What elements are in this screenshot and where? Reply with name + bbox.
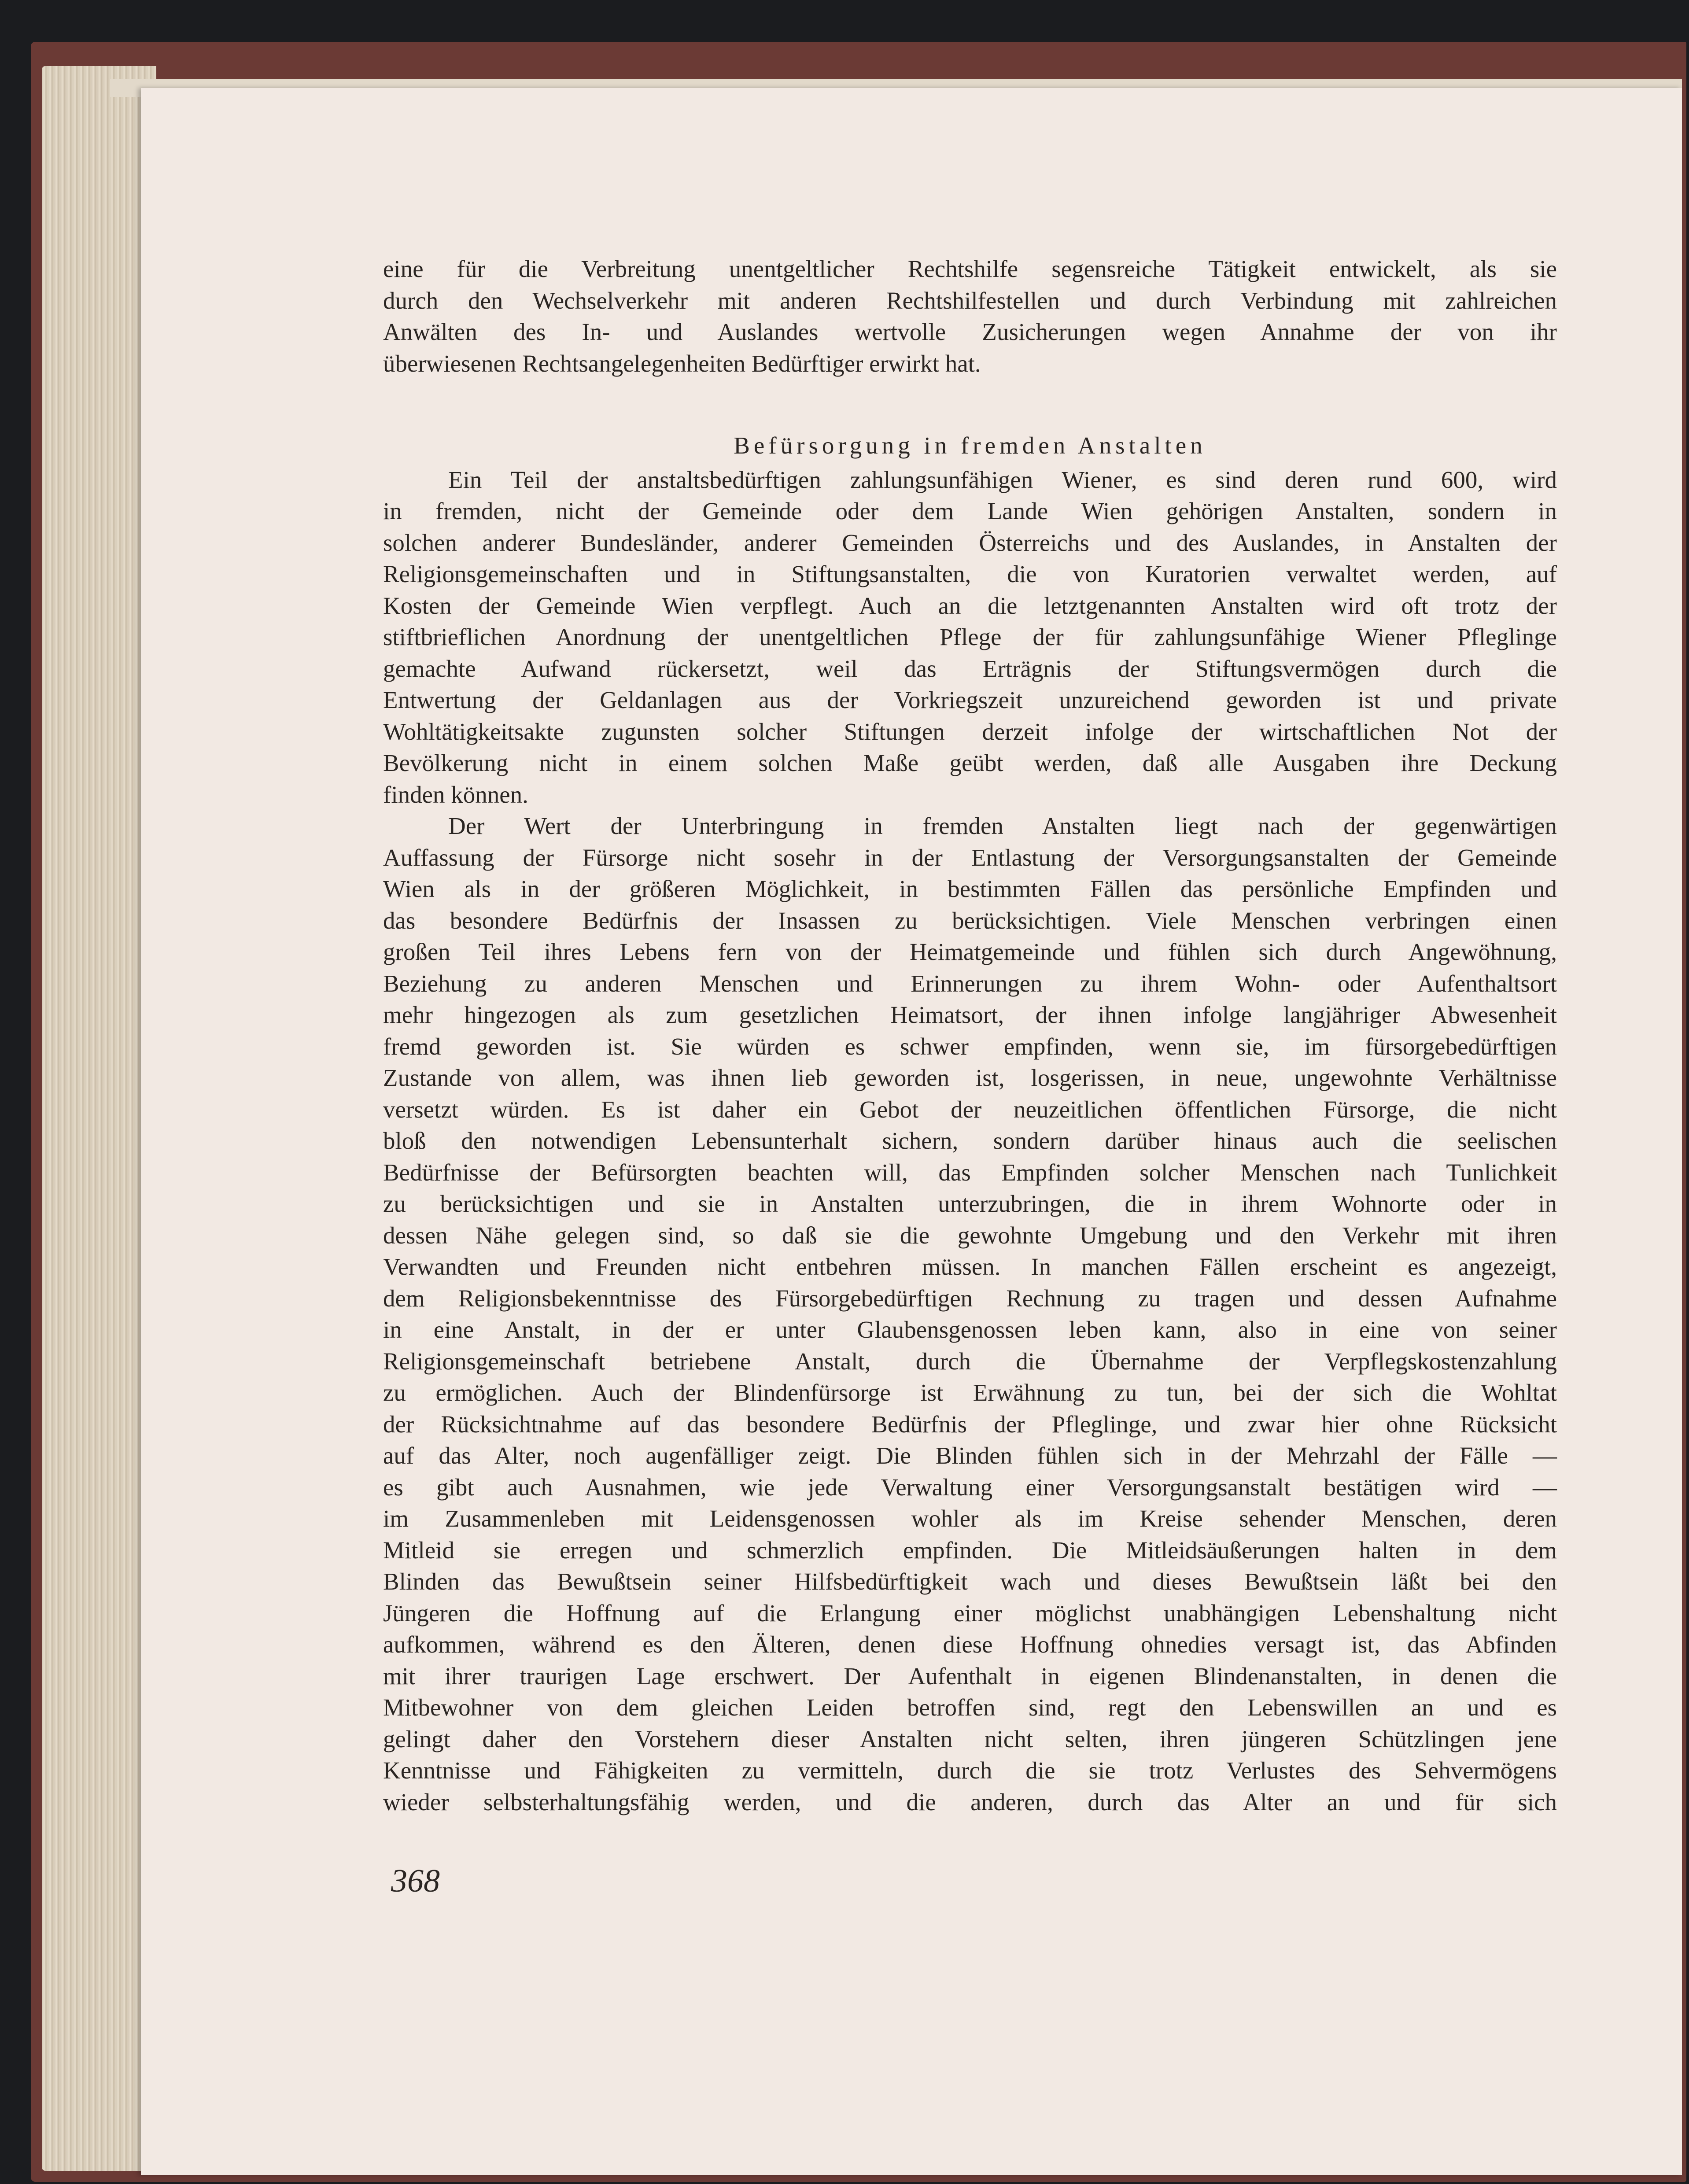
text-line: mehr hingezogen als zum gesetzlichen Heimatsort, der ihnen infolge langjähriger Abwesenheit <box>383 1001 1557 1028</box>
text-line: Mitbewohner von dem gleichen Leiden betroffen sind, regt den Lebenswillen an und es <box>383 1694 1557 1721</box>
text-line: Bevölkerung nicht in einem solchen Maße geübt werden, daß alle Ausgaben ihre Deckung <box>383 749 1557 776</box>
text-line: gelingt daher den Vorstehern dieser Anstalten nicht selten, ihren jüngeren Schützlingen jene <box>383 1725 1557 1752</box>
text-line: wieder selbsterhaltungsfähig werden, und die anderen, durch das Alter an und für sich <box>383 1788 1557 1815</box>
text-line: Beziehung zu anderen Menschen und Erinnerungen zu ihrem Wohn- oder Aufenthaltsort <box>383 970 1557 997</box>
text-line: versetzt würden. Es ist daher ein Gebot der neuzeitlichen öffentlichen Fürsorge, die nicht <box>383 1096 1557 1123</box>
page-number: 368 <box>391 1863 440 1899</box>
text-line: Kenntnisse und Fähigkeiten zu vermitteln, durch die sie trotz Verlustes des Sehvermögens <box>383 1757 1557 1784</box>
text-line: Auffassung der Fürsorge nicht sosehr in der Entlastung der Versorgungsanstalten der Gemeinde <box>383 844 1557 871</box>
text-line: Ein Teil der anstaltsbedürftigen zahlungsunfähigen Wiener, es sind deren rund 600, wird <box>448 466 1557 493</box>
text-line: der Rücksichtnahme auf das besondere Bedürfnis der Pfleglinge, und zwar hier ohne Rücksicht <box>383 1410 1557 1438</box>
text-line: Entwertung der Geldanlagen aus der Vorkriegszeit unzureichend geworden ist und private <box>383 686 1557 713</box>
text-line: dem Religionsbekenntnisse des Fürsorgebedürftigen Rechnung zu tragen und dessen Aufnahme <box>383 1284 1557 1312</box>
text-line: zu berücksichtigen und sie in Anstalten unterzubringen, die in ihrem Wohnorte oder in <box>383 1190 1557 1217</box>
text-line: solchen anderer Bundesländer, anderer Gemeinden Österreichs und des Auslandes, in Anstalten der <box>383 529 1557 556</box>
text-line: überwiesenen Rechtsangelegenheiten Bedürftiger erwirkt hat. <box>383 350 981 377</box>
paragraph-intro <box>383 253 1557 379</box>
page-text <box>383 253 1557 1818</box>
text-line: Wien als in der größeren Möglichkeit, in bestimmten Fällen das persönliche Empfinden und <box>383 875 1557 902</box>
text-line: es gibt auch Ausnahmen, wie jede Verwaltung einer Versorgungsanstalt bestätigen wird — <box>383 1473 1557 1501</box>
text-line: gemachte Aufwand rückersetzt, weil das Erträgnis der Stiftungsvermögen durch die <box>383 655 1557 682</box>
text-line: Wohltätigkeitsakte zugunsten solcher Stiftungen derzeit infolge der wirtschaftlichen Not der <box>383 718 1557 745</box>
text-line: Kosten der Gemeinde Wien verpflegt. Auch an die letztgenannten Anstalten wird oft trotz der <box>383 592 1557 619</box>
text-line: in fremden, nicht der Gemeinde oder dem Lande Wien gehörigen Anstalten, sondern in <box>383 498 1557 524</box>
text-line: im Zusammenleben mit Leidensgenossen wohler als im Kreise sehender Menschen, deren <box>383 1505 1557 1532</box>
section-heading: Befürsorgung in fremden Anstalten <box>734 432 1206 459</box>
paragraph-2 <box>383 810 1557 1818</box>
text-line: stiftbrieflichen Anordnung der unentgeltlichen Pflege der für zahlungsunfähige Wiener Pfleglinge <box>383 623 1557 650</box>
text-line: Religionsgemeinschaft betriebene Anstalt, durch die Übernahme der Verpflegskostenzahlung <box>383 1347 1557 1375</box>
page-edges <box>42 66 156 2171</box>
text-line: Der Wert der Unterbringung in fremden Anstalten liegt nach der gegenwärtigen <box>448 812 1557 839</box>
paragraph-1 <box>383 464 1557 811</box>
text-line: Anwälten des In- und Auslandes wertvolle Zusicherungen wegen Annahme der von ihr <box>383 318 1557 345</box>
text-line: in eine Anstalt, in der er unter Glaubensgenossen leben kann, also in eine von seiner <box>383 1316 1557 1343</box>
text-line: eine für die Verbreitung unentgeltlicher Rechtshilfe segensreiche Tätigkeit entwickelt, als sie <box>383 255 1557 282</box>
text-line: Mitleid sie erregen und schmerzlich empfinden. Die Mitleidsäußerungen halten in dem <box>383 1536 1557 1564</box>
text-line: Verwandten und Freunden nicht entbehren müssen. In manchen Fällen erscheint es angezeigt, <box>383 1253 1557 1280</box>
text-line: bloß den notwendigen Lebensunterhalt sichern, sondern darüber hinaus auch die seelischen <box>383 1127 1557 1154</box>
text-line: Zustande von allem, was ihnen lieb geworden ist, losgerissen, in neue, ungewohnte Verhältnisse <box>383 1064 1557 1091</box>
text-line: Religionsgemeinschaften und in Stiftungsanstalten, die von Kuratorien verwaltet werden, auf <box>383 561 1557 587</box>
text-line: dessen Nähe gelegen sind, so daß sie die gewohnte Umgebung und den Verkehr mit ihren <box>383 1221 1557 1249</box>
text-line: Bedürfnisse der Befürsorgten beachten will, das Empfinden solcher Menschen nach Tunlichkeit <box>383 1158 1557 1186</box>
text-line: aufkommen, während es den Älteren, denen diese Hoffnung ohnedies versagt ist, das Abfinden <box>383 1631 1557 1658</box>
text-line: mit ihrer traurigen Lage erschwert. Der Aufenthalt in eigenen Blindenanstalten, in denen die <box>383 1662 1557 1690</box>
text-line: zu ermöglichen. Auch der Blindenfürsorge ist Erwähnung zu tun, bei der sich die Wohltat <box>383 1379 1557 1406</box>
text-line: fremd geworden ist. Sie würden es schwer empfinden, wenn sie, im fürsorgebedürftigen <box>383 1033 1557 1060</box>
text-line: auf das Alter, noch augenfälliger zeigt. Die Blinden fühlen sich in der Mehrzahl der Fälle — <box>383 1442 1557 1469</box>
text-line: Jüngeren die Hoffnung auf die Erlangung einer möglichst unabhängigen Lebenshaltung nicht <box>383 1599 1557 1627</box>
text-line: großen Teil ihres Lebens fern von der Heimatgemeinde und fühlen sich durch Angewöhnung, <box>383 938 1557 965</box>
text-line: durch den Wechselverkehr mit anderen Rechtshilfestellen und durch Verbindung mit zahlreichen <box>383 287 1557 314</box>
text-line: finden können. <box>383 781 528 808</box>
text-line: das besondere Bedürfnis der Insassen zu berücksichtigen. Viele Menschen verbringen einen <box>383 907 1557 934</box>
text-line: Blinden das Bewußtsein seiner Hilfsbedürftigkeit wach und dieses Bewußtsein läßt bei den <box>383 1568 1557 1595</box>
